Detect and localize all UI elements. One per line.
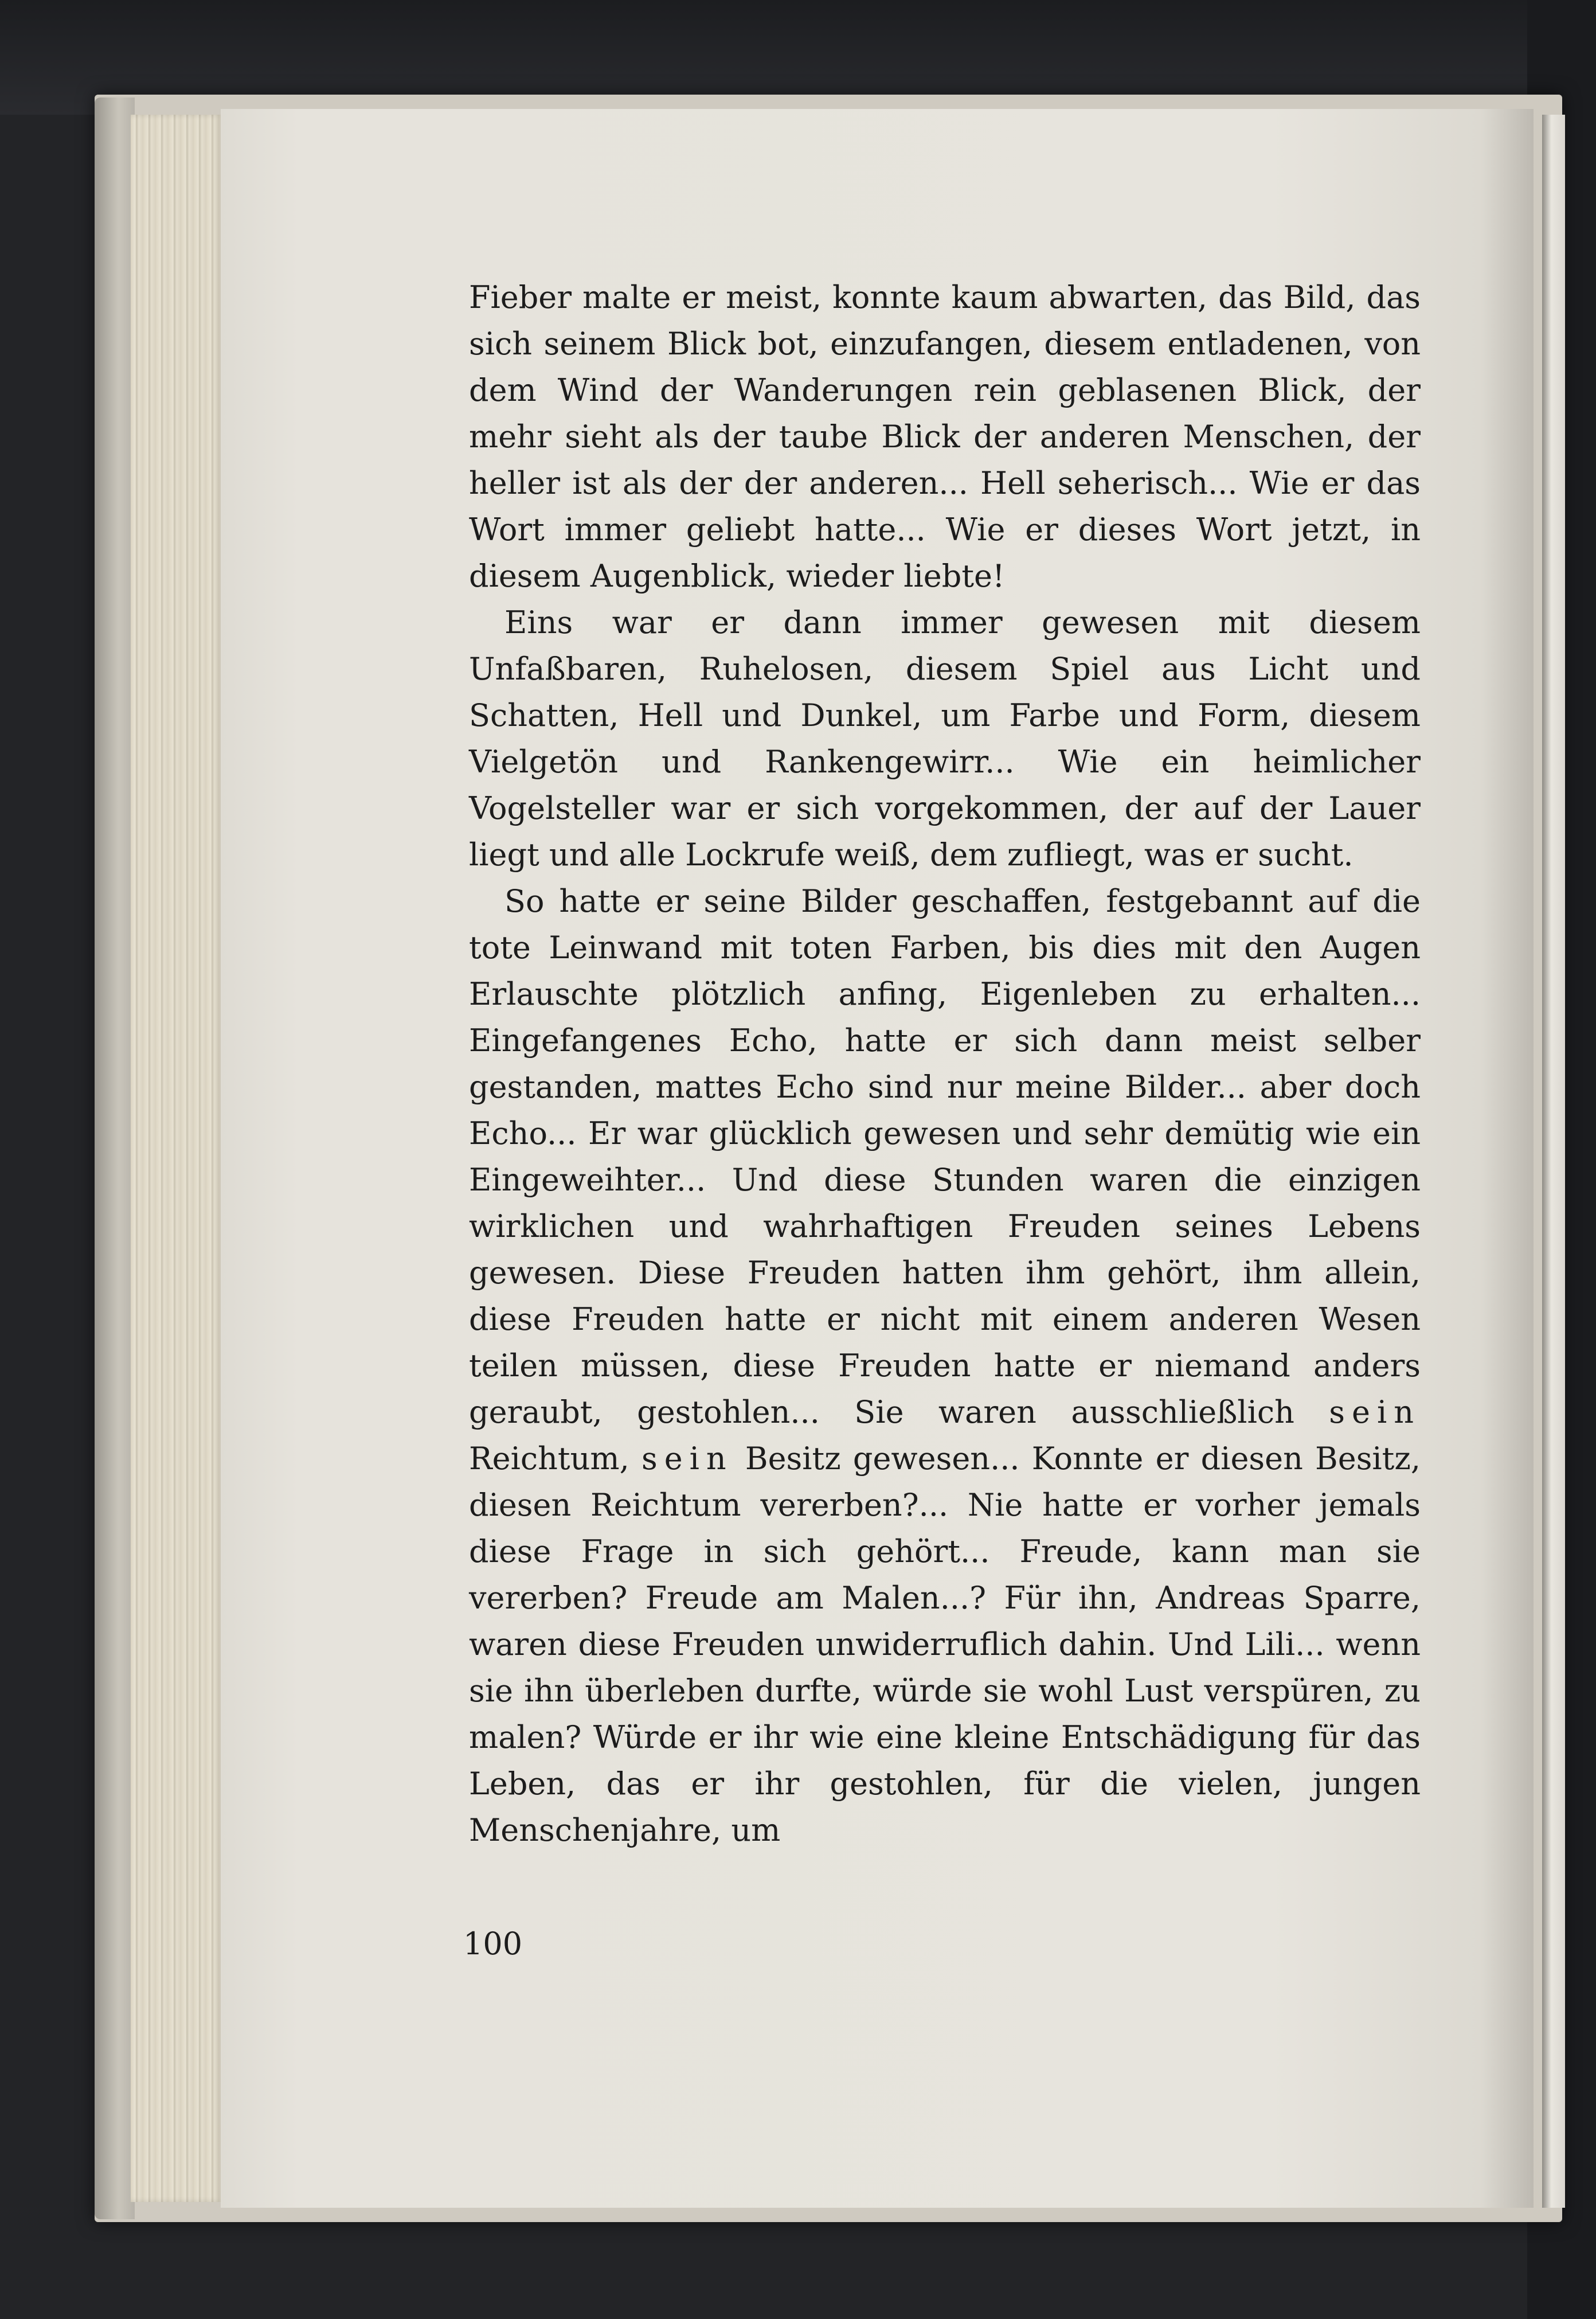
text-segment: Eins war er dann immer gewesen mit diesem Unfaßbaren, Ruhelosen, diesem Spiel aus Licht und Schatten, Hell und Dunkel, um Farbe und Form, diesem Vielgetön und Rankengewirr... Wie ein heimlicher Vogelsteller war er sich vorgekommen, der auf der Lauer liegt und alle Lockrufe weiß, dem zufliegt, was er sucht. [469, 604, 1421, 873]
page-edges [131, 115, 222, 2202]
emphasized-word: sein [1329, 1394, 1421, 1430]
paragraph-1 [469, 274, 1421, 599]
text-segment: Reichtum, [469, 1440, 641, 1477]
text-segment: So hatte er seine Bilder geschaffen, festgebannt auf die tote Leinwand mit toten Farben, bis dies mit den Augen Erlauschte plötzlich anfing, Eigenleben zu erhalten... Eingefangenes Echo, hatte er sich dann meist selber gestanden, mattes Echo sind nur meine Bilder... aber doch Echo... Er war glücklich gewesen und sehr demütig wie ein Eingeweihter... Und diese Stunden waren die einzigen wirklichen und wahrhaftigen Freuden seines Lebens gewesen. Diese Freuden hatten ihm gehört, ihm allein, diese Freuden hatte er nicht mit einem anderen Wesen teilen müssen, diese Freuden hatte er niemand anders geraubt, gestohlen... Sie waren ausschließlich [469, 883, 1421, 1430]
paragraph-2 [469, 599, 1421, 878]
facing-page-edge [1542, 115, 1565, 2208]
page-number: 100 [463, 1926, 523, 1962]
paragraph-3 [469, 878, 1421, 1853]
book-cover-edge [95, 97, 135, 2219]
text-segment: Besitz gewesen... Konnte er diesen Besitz, diesen Reichtum vererben?... Nie hatte er vorher jemals diese Frage in sich gehört... Freude, kann man sie vererben? Freude am Malen...? Für ihn, Andreas Sparre, waren diese Freuden unwiderruflich dahin. Und Lili... wenn sie ihn überleben durfte, würde sie wohl Lust verspüren, zu malen? Würde er ihr wie eine kleine Entschädigung für das Leben, das er ihr gestohlen, für die vielen, jungen Menschenjahre, um [469, 1440, 1421, 1848]
emphasized-word: sein [641, 1440, 733, 1477]
body-text [469, 274, 1421, 1853]
text-segment: Fieber malte er meist, konnte kaum abwarten, das Bild, das sich seinem Blick bot, einzufangen, diesem entladenen, von dem Wind der Wanderungen rein geblasenen Blick, der mehr sieht als der taube Blick der anderen Menschen, der heller ist als der der anderen... Hell seherisch... Wie er das Wort immer geliebt hatte... Wie er dieses Wort jetzt, in diesem Augenblick, wieder liebte! [469, 279, 1421, 594]
